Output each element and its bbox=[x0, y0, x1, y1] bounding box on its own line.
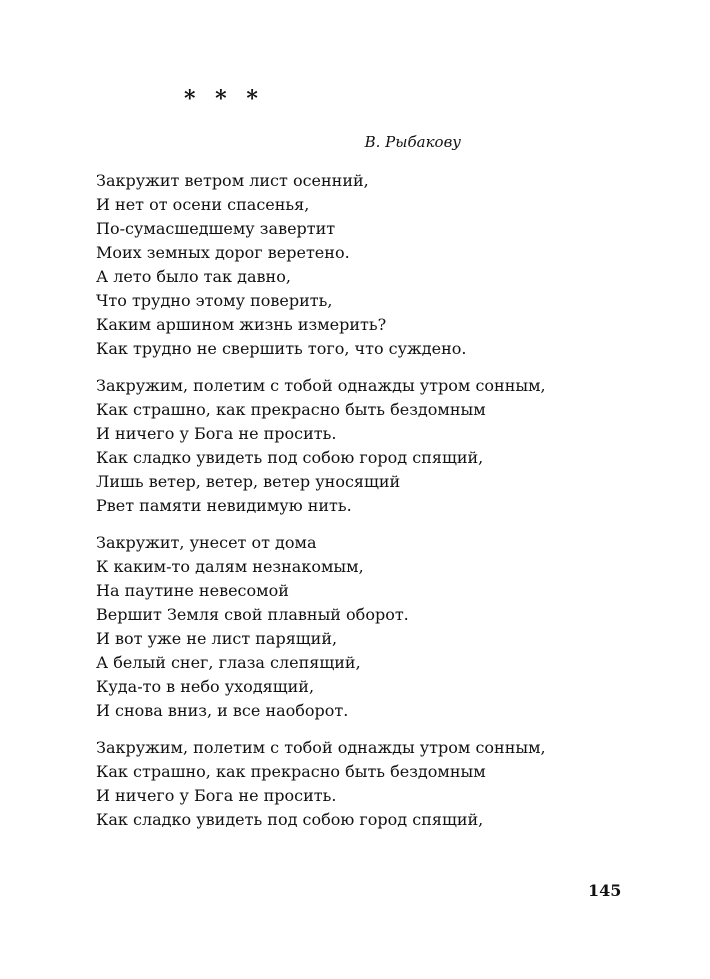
poem-line: Как страшно, как прекрасно быть бездомным bbox=[96, 762, 486, 781]
page-number: 145 bbox=[588, 881, 622, 900]
poem-line: Куда-то в небо уходящий, bbox=[96, 677, 315, 696]
poem-line: Закружит ветром лист осенний, bbox=[96, 171, 369, 190]
poem-body bbox=[96, 169, 566, 845]
poem-line: И нет от осени спасенья, bbox=[96, 195, 310, 214]
poem-line: Как трудно не свершить того, что суждено. bbox=[96, 339, 467, 358]
poem-line: Что трудно этому поверить, bbox=[96, 291, 333, 310]
poem-line: Каким аршином жизнь измерить? bbox=[96, 315, 387, 334]
poem-line: Как сладко увидеть под собою город спящий, bbox=[96, 448, 484, 467]
poem-line: Моих земных дорог веретено. bbox=[96, 243, 350, 262]
poem-line: К каким-то далям незнакомым, bbox=[96, 557, 364, 576]
poem-line: На паутине невесомой bbox=[96, 581, 289, 600]
poem-line: А лето было так давно, bbox=[96, 267, 291, 286]
poem-line: И ничего у Бога не просить. bbox=[96, 786, 337, 805]
stanza-4 bbox=[96, 736, 566, 832]
stanza-3 bbox=[96, 531, 566, 723]
poem-line: Вершит Земля свой плавный оборот. bbox=[96, 605, 409, 624]
poem-line: И снова вниз, и все наоборот. bbox=[96, 701, 349, 720]
poem-line: И ничего у Бога не просить. bbox=[96, 424, 337, 443]
poem-line: По-сумасшедшему завертит bbox=[96, 219, 336, 238]
dedication: В. Рыбакову bbox=[364, 133, 461, 151]
poem-line: Закружит, унесет от дома bbox=[96, 533, 317, 552]
poem-line: Рвет памяти невидимую нить. bbox=[96, 496, 352, 515]
poem-line: А белый снег, глаза слепящий, bbox=[96, 653, 361, 672]
poem-line: И вот уже не лист парящий, bbox=[96, 629, 338, 648]
stanza-2 bbox=[96, 374, 566, 518]
poem-line: Лишь ветер, ветер, ветер уносящий bbox=[96, 472, 401, 491]
poem-line: Как сладко увидеть под собою город спящий, bbox=[96, 810, 484, 829]
poem-line: Как страшно, как прекрасно быть бездомным bbox=[96, 400, 486, 419]
stanza-1 bbox=[96, 169, 566, 361]
section-ornament: * * * bbox=[184, 86, 264, 112]
poem-line: Закружим, полетим с тобой однажды утром сонным, bbox=[96, 376, 546, 395]
poem-line: Закружим, полетим с тобой однажды утром сонным, bbox=[96, 738, 546, 757]
